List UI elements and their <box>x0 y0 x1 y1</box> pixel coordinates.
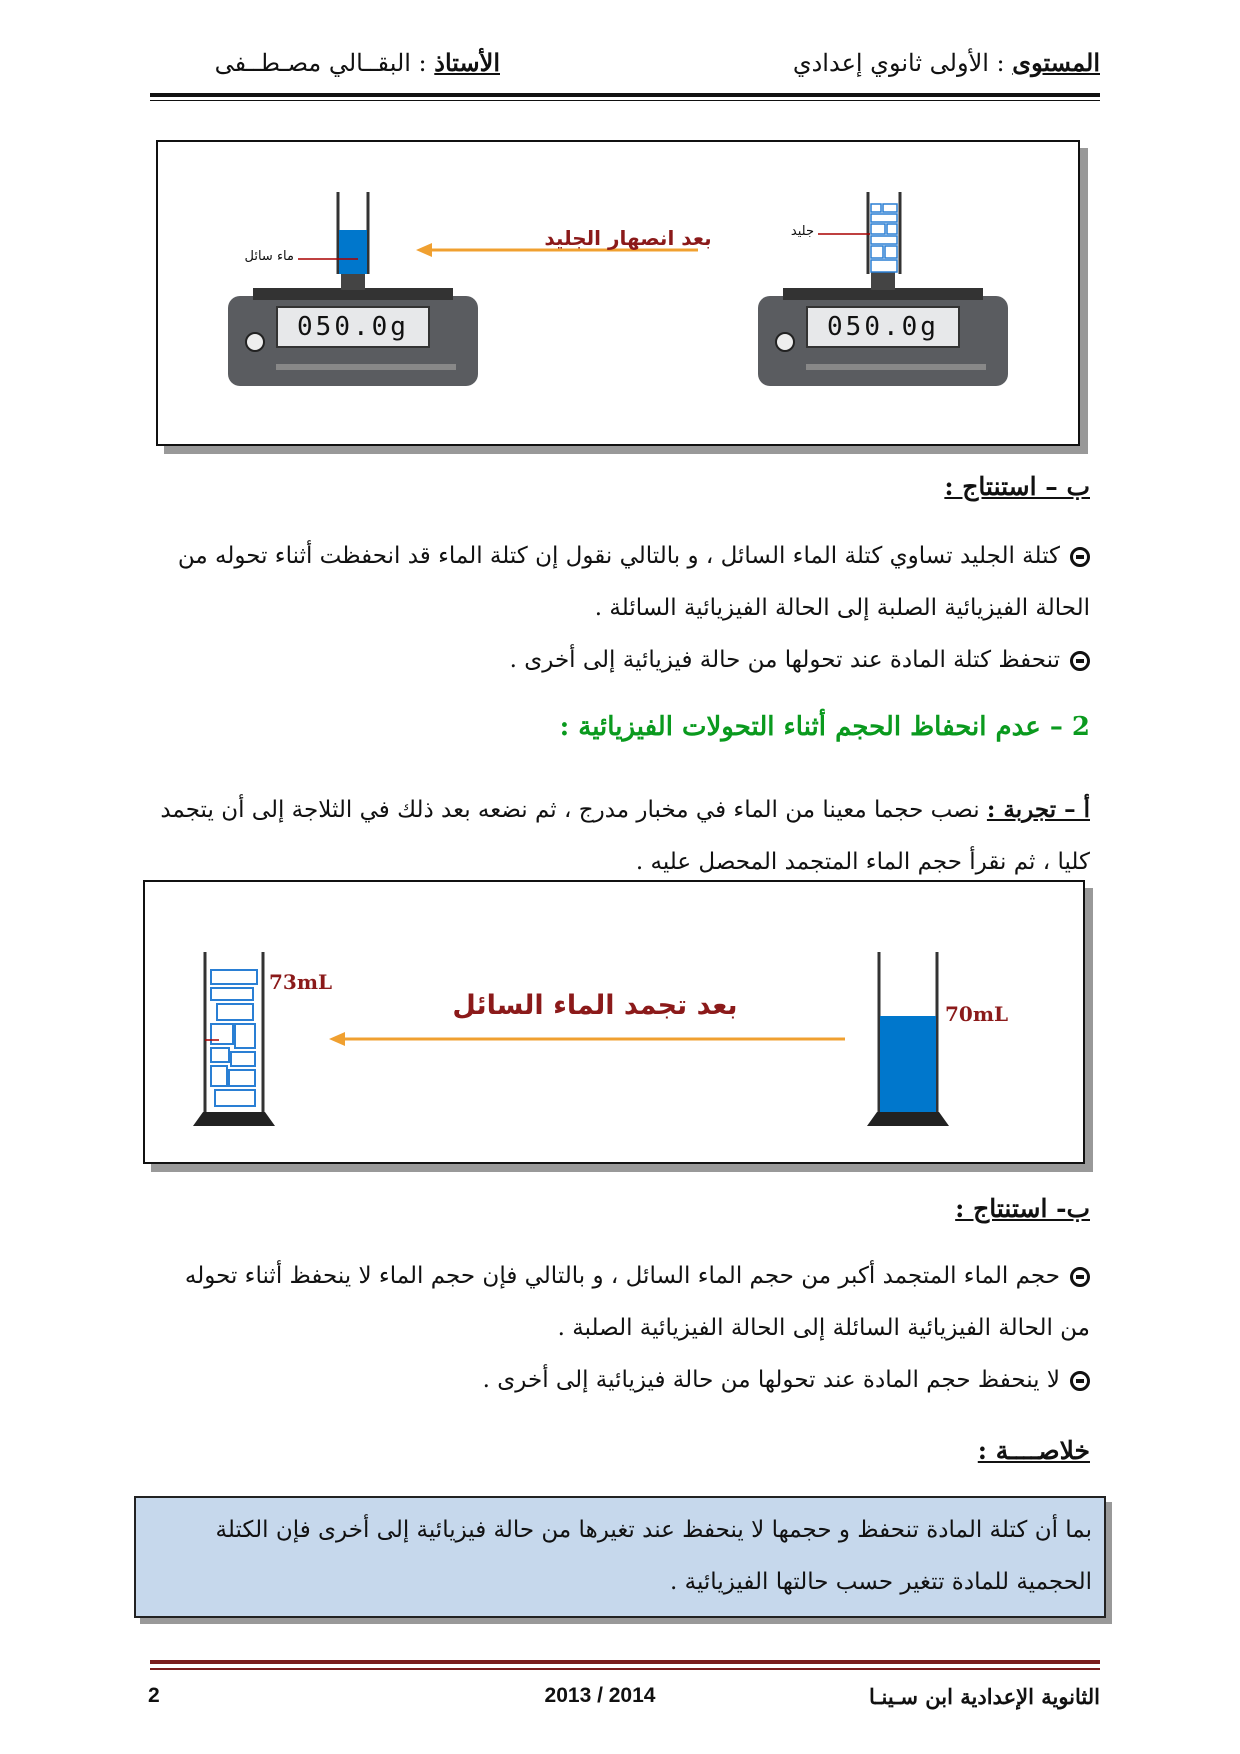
conclusion2-bullet-1-text: حجم الماء المتجمد أكبر من حجم الماء السائل ، و بالتالي فإن حجم الماء لا ينحفظ أثناء تحوله من الحالة الفيزيائية السائلة إلى الحالة الفيزيائية الصلبة . <box>184 1263 1090 1341</box>
conclusion-bullet-2-text: تنحفظ كتلة المادة عند تحولها من حالة فيزيائية إلى أخرى . <box>509 647 1060 673</box>
summary-title: خلاصــــة : <box>977 1436 1090 1465</box>
right-cylinder <box>868 192 900 274</box>
section-2-title: 2 – عدم انحفاظ الحجم أثناء التحولات الفيزيائية : <box>559 712 1090 742</box>
conclusion-title-2: ب- استنتاج : <box>955 1194 1090 1223</box>
left-cylinder-label: ماء سائل <box>244 249 294 264</box>
bullet-icon <box>1070 1371 1090 1391</box>
right-scale-display: 050.0g <box>806 306 960 348</box>
figure2-arrow-label: بعد تجمد الماء السائل <box>452 990 738 1021</box>
liquid-cylinder <box>867 952 949 1126</box>
footer-year: 2013 / 2014 <box>544 1684 656 1707</box>
footer-school: الثانوية الإعدادية ابن سـينـا <box>869 1684 1100 1709</box>
conclusion2-bullet-2 <box>148 1354 1090 1406</box>
footer-rule <box>150 1660 1100 1664</box>
right-cylinder-label: جليد <box>790 224 814 239</box>
figure1-arrow-label: بعد انصهار الجليد <box>544 226 712 250</box>
left-cylinder <box>338 192 368 274</box>
conclusion2-bullet-2-text: لا ينحفظ حجم المادة عند تحولها من حالة فيزيائية إلى أخرى . <box>482 1367 1060 1393</box>
bullet-icon <box>1070 547 1090 567</box>
frozen-cylinder <box>193 952 275 1126</box>
experiment-label: أ – تجربة : <box>986 796 1090 823</box>
footer-rule-thin <box>150 1668 1100 1670</box>
footer-page-number: 2 <box>148 1684 160 1707</box>
left-scale-display: 050.0g <box>276 306 430 348</box>
summary-box <box>134 1496 1106 1618</box>
conclusion-bullet-2 <box>148 634 1090 686</box>
level-value: : الأولى ثانوي إعدادي <box>792 49 1005 77</box>
level-label: المستوى <box>1012 48 1100 77</box>
header-rule-thin <box>150 100 1100 101</box>
conclusion-bullet-1-text: كتلة الجليد تساوي كتلة الماء السائل ، و بالتالي نقول إن كتلة الماء قد انحفظت أثناء تحوله من الحالة الفيزيائية الصلبة إلى الحالة الفيزيائية السائلة . <box>177 543 1090 621</box>
figure-volume-change <box>143 880 1085 1164</box>
liquid-volume-label: 70mL <box>945 1002 1009 1026</box>
teacher-value: : البقــالي مصـطــفى <box>214 49 427 77</box>
header-teacher <box>140 48 500 77</box>
figure2-svg <box>145 882 1083 1162</box>
conclusion-bullet-1 <box>148 530 1090 634</box>
header-level <box>680 48 1100 77</box>
teacher-label: الأستاذ <box>434 48 500 77</box>
figure2-arrow <box>329 1032 845 1046</box>
figure1-svg <box>158 142 1078 444</box>
frozen-volume-label: 73mL <box>269 970 333 994</box>
bullet-icon <box>1070 651 1090 671</box>
conclusion2-bullet-1 <box>148 1250 1090 1354</box>
figure-mass-conservation <box>156 140 1080 446</box>
experiment-paragraph <box>148 784 1090 888</box>
conclusion-title-1: ب – استنتاج : <box>944 472 1090 501</box>
bullet-icon <box>1070 1267 1090 1287</box>
header-rule <box>150 93 1100 97</box>
experiment-text: نصب حجما معينا من الماء في مخبار مدرج ، ثم نضعه بعد ذلك في الثلاجة إلى أن يتجمد كليا ، ثم نقرأ حجم الماء المتجمد المحصل عليه . <box>160 797 1090 875</box>
summary-text: بما أن كتلة المادة تنحفظ و حجمها لا ينحفظ عند تغيرها من حالة فيزيائية إلى أخرى فإن الكتلة الحجمية للمادة تتغير حسب حالتها الفيزيائية . <box>215 1517 1092 1595</box>
